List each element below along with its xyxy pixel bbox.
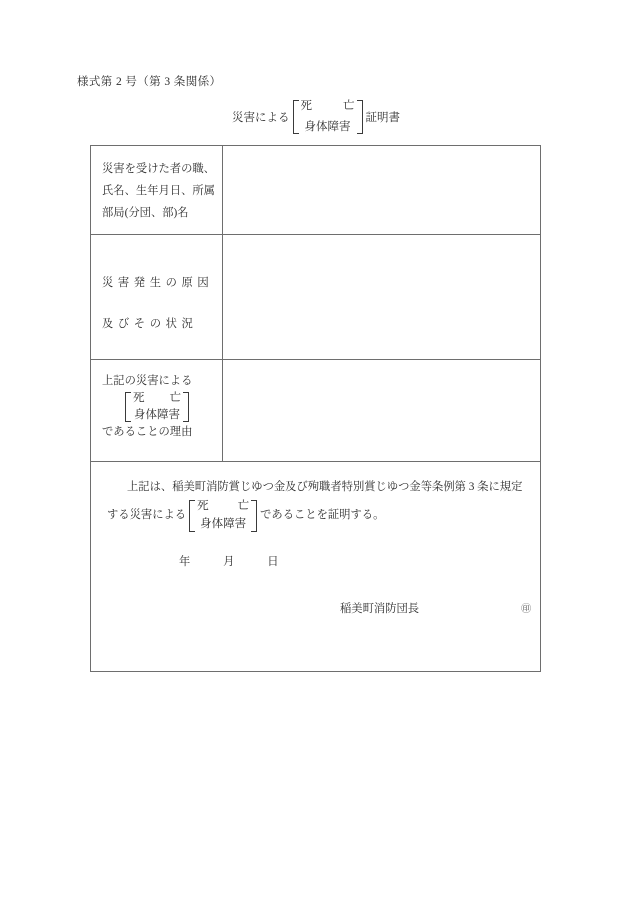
document-title <box>232 100 400 134</box>
certification-choice-death-char2: 亡 <box>237 499 250 512</box>
label-cell-cause <box>91 235 223 360</box>
reason-choice-death-char1: 死 <box>133 391 145 404</box>
value-cell-victim-info[interactable] <box>223 146 541 235</box>
victim-info-label <box>91 146 222 234</box>
title-choice-options <box>299 100 357 134</box>
table-row-certification <box>91 462 541 672</box>
victim-info-label-line3: 部局(分団、部)名 <box>102 207 189 220</box>
cause-value <box>223 235 540 257</box>
certification-choice-option-death <box>197 500 249 513</box>
value-cell-reason[interactable] <box>223 360 541 462</box>
table-row-reason <box>91 360 541 462</box>
date-year-label: 年 <box>179 555 191 568</box>
certification-choice-options <box>195 500 251 532</box>
cause-label-line2: 及びその状況 <box>102 317 198 330</box>
title-choice-death-char1: 死 <box>300 100 312 112</box>
victim-info-label-line1: 災害を受けた者の職、 <box>102 163 215 175</box>
certification-block <box>91 462 540 619</box>
value-cell-cause[interactable] <box>223 235 541 360</box>
label-cell-reason <box>91 360 223 462</box>
reason-choice-bracket <box>125 392 189 422</box>
label-cell-victim-info <box>91 146 223 235</box>
title-choice-option-disability: 身体障害 <box>304 120 351 133</box>
bracket-right-icon <box>183 392 189 422</box>
reason-choice-option-disability: 身体障害 <box>134 408 180 421</box>
bracket-right-icon <box>251 500 257 532</box>
certification-line2-suffix: であることを証明する。 <box>260 508 385 521</box>
cause-label <box>91 235 222 354</box>
form-table <box>90 145 541 672</box>
reason-choice-death-char2: 亡 <box>169 391 181 404</box>
certification-choice-death-char1: 死 <box>197 499 209 512</box>
reason-label-line2: であることの理由 <box>102 425 193 438</box>
table-row-victim-info <box>91 146 541 235</box>
certification-line2-prefix: する災害による <box>107 508 187 521</box>
victim-info-label-line2: 氏名、生年月日、所属 <box>102 185 215 198</box>
form-number: 様式第 2 号（第 3 条関係） <box>77 76 222 88</box>
reason-choice-options <box>131 392 183 422</box>
certification-line2 <box>107 500 524 532</box>
certification-line1: 上記は、稲美町消防賞じゆつ金及び殉職者特別賞じゆつ金等条例第 3 条に規定 <box>127 481 523 494</box>
title-choice-death-char2: 亡 <box>343 100 355 112</box>
date-line[interactable] <box>107 554 524 572</box>
reason-choice-option-death <box>133 392 181 405</box>
date-month-label: 月 <box>223 555 235 568</box>
title-suffix: 証明書 <box>365 112 400 124</box>
certification-cell <box>91 462 541 672</box>
title-choice-bracket <box>293 100 363 134</box>
title-prefix: 災害による <box>232 112 290 124</box>
reason-label <box>91 360 222 451</box>
bracket-right-icon <box>357 100 363 134</box>
certification-choice-option-disability: 身体障害 <box>200 518 247 531</box>
table-row-cause <box>91 235 541 360</box>
reason-label-line1: 上記の災害による <box>102 375 193 388</box>
signer-title: 稲美町消防団長 <box>340 603 420 616</box>
victim-info-value <box>223 146 540 168</box>
cause-label-line1: 災害発生の原因 <box>102 277 214 290</box>
certification-choice-bracket <box>189 500 257 532</box>
title-choice-option-death <box>301 100 355 113</box>
seal-icon: ㊞ <box>521 604 532 616</box>
date-day-label: 日 <box>267 555 279 568</box>
signature-line <box>107 601 532 619</box>
reason-value <box>223 360 540 382</box>
reason-choice-row <box>102 390 212 424</box>
